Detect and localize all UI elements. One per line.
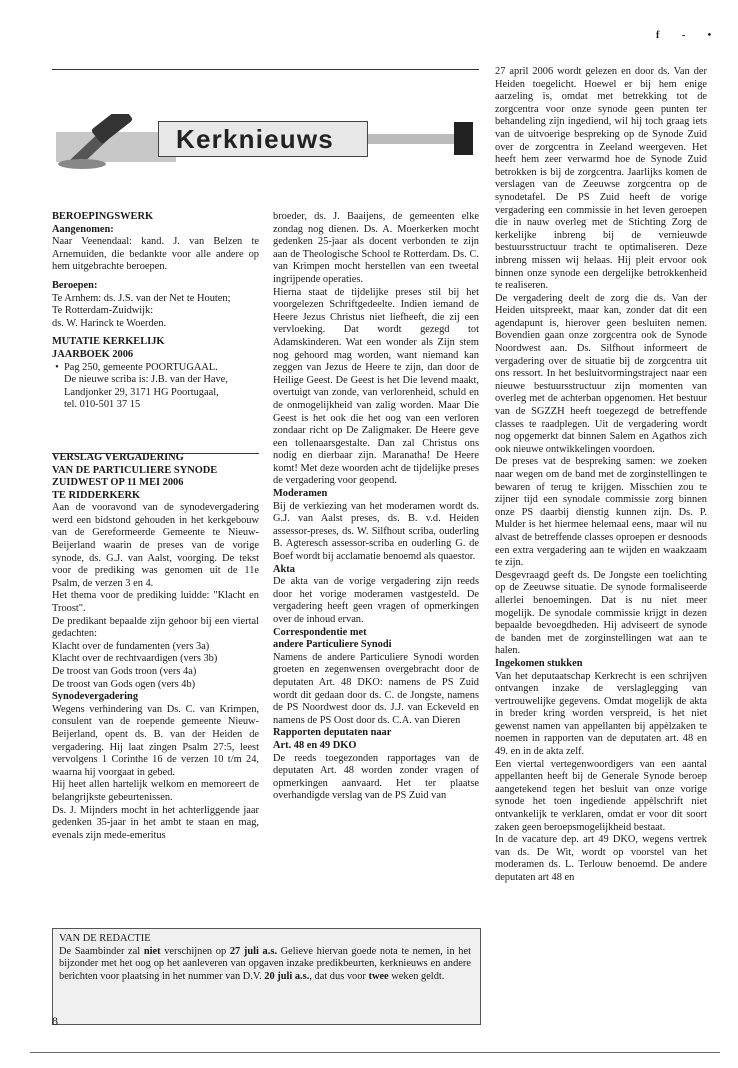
- note-fragment: verschijnen op: [160, 945, 230, 957]
- akta-text: De akta van de vorige vergadering zijn reeds door het vorige moderamen vastgesteld. De vergadering heeft geen vragen of opmerkingen over de inhoud ervan.: [273, 576, 479, 625]
- note-emphasis: niet: [143, 945, 161, 957]
- verslag-heading: VAN DE PARTICULIERE SYNODE: [52, 464, 218, 476]
- correspondentie-text: Namens de andere Particuliere Synodi worden groeten en zegenwensen overgebracht door de deputaten Art. 48 DKO: namens de PS Zuid wordt dit gedaan door ds. C. de Jongste, namens de PS Noordwest door ds. J.J. van Eckeveld en namens de PS Oost door ds. C.A. van Dieren: [273, 651, 479, 726]
- note-text: [59, 946, 471, 984]
- col2-paragraph: Hierna staat de tijdelijke preses stil bij het voorgelezen Schriftgedeelte. Indien iemand de Heere Jezus Christus niet liefheeft, die zij een vervloeking. Dat wordt gezegd tot Adamskinderen. Wat een wonder als Zijn stem nog gehoord mag worden, want niemand kan zeggen van Jezus de Heere te zijn, dan door de Heilige Geest. De Geest is het Die levend maakt, overtuigt van zonde, van verlorenheid, schuld en de onmogelijkheid van zalig worden. Maar Die Geest is het ook die het oog van een verloren zondaar richt op De Zaligmaker. De Heere geve een tollenaarsgestalte. Dan zal Christus ons nodig en dierbaar zijn. Maranatha! De Heere komt! Met deze woorden acht de tijdelijke preses de vergadering voor geopend.: [273, 286, 479, 487]
- rapporten-text: De reeds toegezonden rapportages van de deputaten Art. 48 worden zonder vragen of opmerkingen aanvaard. Het ter plaatse overhandigde verslag van de PS Zuid van: [273, 752, 479, 802]
- note-emphasis: 27 juli a.s.: [229, 945, 277, 957]
- rapporten-heading: Art. 48 en 49 DKO: [273, 739, 357, 751]
- verslag-paragraph: Het thema voor de prediking luidde: "Klacht en Troost".: [52, 590, 259, 615]
- synode-paragraph: Ds. J. Mijnders mocht in het achterliggende jaar gedenken 35-jaar in het ambt te staan en mag, evenals zijn mede-emeritus: [52, 804, 259, 841]
- moderamen-text: Bij de verkiezing van het moderamen wordt ds. G.J. van Aalst preses, ds. B. v.d. Heiden assessor-preses, ds. W. Silfhout scriba, ouderling B. Agteresch assessor-scriba en ouderling G. de Boef wordt bij acclamatie benoemd als quaestor.: [273, 500, 479, 563]
- editorial-note-box: [52, 928, 481, 1025]
- mutatie-line: tel. 010-501 37 15: [64, 399, 141, 411]
- col3-paragraph: De preses vat de bespreking samen: we zoeken naar wegen om de band met de zorginstellingen te bewaren of terug te krijgen. Misschien zou te zijner tijd een synodale commissie zorg binnen onze PS daarbij dienstig kunnen zijn. Ds. P. Mulder is het hiermee helemaal eens, maar wil nu alvast de betreffende classes oproepen er desnoods een extra vergadering aan te wijden en waakzaam te zijn.: [495, 456, 707, 569]
- header-marks: f - •: [656, 30, 722, 41]
- aangenomen-heading: Aangenomen:: [52, 223, 114, 235]
- synode-heading: Synodevergadering: [52, 691, 139, 703]
- col3-paragraph: Van het deputaatschap Kerkrecht is een schrijven ontvangen inzake de verslaglegging van vertrouwelijke gegevens. Omdat mogelijk de akta in breder kring worden verspreid, is het niet gewenst namen van appellanten bij appèlzaken te noemen in rapporten van de deputaten art. 48 en 49. en in de akta zelf.: [495, 670, 707, 758]
- banner-end-block: [454, 122, 473, 155]
- bottom-rule: [30, 1052, 720, 1053]
- verslag-point: De troost van Gods troon (vers 4a): [52, 666, 197, 677]
- banner-strip: [366, 134, 454, 144]
- mutatie-bullet: • Pag 250, gemeente POORTUGAAL.: [64, 362, 259, 375]
- col3-paragraph: 27 april 2006 wordt gelezen en door ds. Van der Heiden toegelicht. Hoewel er bij hem enige aarzeling is, omdat met betrekking tot de zorgcentra voor onze synode geen punten ter behandeling zijn ingediend, wil hij toch graag iets van de uitvoerige bespreking op de Synode Zuid over de zorgcentra in Zeeland weergeven. Het heeft hem zeer verwarmd hoe de Synode Zuid betrokken is bij de zorgcentra. Jaarlijks komen de verslagen van de Zeeuwse zorgcentra op de synodetafel. De PS Zuid heeft de vorige vergadering een commissie in het leven geroepen die in nauw overleg met de Stichting Zorg de kerkelijke inbreng bij de vernieuwde bestuursstructuur tracht te optimaliseren. Deze inbreng missen wij helaas. Hij pleit ervoor ook binnen onze synode een dergelijke betrokkenheid te realiseren.: [495, 66, 707, 292]
- verslag-point: De troost van Gods ogen (vers 4b): [52, 678, 196, 690]
- note-emphasis: twee: [368, 970, 389, 982]
- beroepen-line: ds. W. Harinck te Woerden.: [52, 317, 167, 329]
- rapporten-heading: Rapporten deputaten naar: [273, 727, 392, 739]
- column-3: [495, 66, 707, 1046]
- note-fragment: De Saambinder zal: [59, 945, 144, 957]
- note-fragment: Gelieve hiervan goede nota te nemen, in het bijzonder met het oog op het aanleveren van opgaven inzake predikbeurten, kerknieuws en andere berichten voor plaatsing in het nummer van D.V.: [59, 945, 471, 982]
- verslag-heading: TE RIDDERKERK: [52, 489, 141, 501]
- verslag-point: Klacht over de rechtvaardigen (vers 3b): [52, 653, 218, 665]
- moderamen-heading: Moderamen: [273, 488, 328, 500]
- beroepen-line: Te Rotterdam-Zuidwijk:: [52, 305, 154, 317]
- mutatie-heading: MUTATIE KERKELIJK: [52, 336, 165, 348]
- verslag-point: Klacht over de fundamenten (vers 3a): [52, 640, 210, 652]
- beroepen-heading: Beroepen:: [52, 279, 98, 291]
- col3-paragraph: Een viertal vertegenwoordigers van een aantal appellanten heeft bij de Generale Synode beroep aangetekend tegen het besluit van onze vorige synode het toen ingediende appèlschrift niet ontvankelijk te verklaren, omdat er voor dit soort zaken geen beroepsmogelijkheid bestaat.: [495, 758, 707, 833]
- mutatie-line: De nieuwe scriba is: J.B. van der Have,: [64, 374, 228, 386]
- note-heading: VAN DE REDACTIE: [59, 933, 151, 944]
- verslag-heading: ZUIDWEST OP 11 MEI 2006: [52, 477, 184, 489]
- col2-paragraph: broeder, ds. J. Baaijens, de gemeenten elke zondag nog dienen. Ds. A. Moerkerken mocht gedenken 25-jaar als docent verbonden te zijn aan de Theologische School te Rotterdam. Ds. C. van Krimpen mocht herstellen van een tweetal ingrijpende operaties.: [273, 211, 479, 285]
- synode-paragraph: Wegens verhindering van Ds. C. van Krimpen, consulent van de roepende gemeente Nieuw-Beijerland, opent ds. B. van der Heiden de vergadering. Hij laat zingen Psalm 27:5, leest vervolgens 1 Corinthe 16 de verzen 10 t/m 24, waarna hij voorgaat in gebed.: [52, 703, 259, 778]
- verslag-paragraph: De predikant bepaalde zijn gehoor bij een viertal gedachten:: [52, 615, 259, 640]
- col3-paragraph: In de vacature dep. art 49 DKO, wegens vertrek van ds. De Wit, wordt op voorstel van het moderamen ds. L. Terlouw benoemd. De andere deputaten art 48 en: [495, 834, 707, 883]
- ingekomen-heading: Ingekomen stukken: [495, 657, 583, 669]
- column-2: [273, 211, 479, 926]
- beroepingswerk-heading: BEROEPINGSWERK: [52, 211, 154, 222]
- note-fragment: , dat dus voor: [309, 970, 369, 982]
- synode-paragraph: Hij heet allen hartelijk welkom en memoreert de belangrijkste gebeurtenissen.: [52, 779, 259, 803]
- page-number: 8: [52, 1014, 58, 1028]
- mutatie-heading: JAARBOEK 2006: [52, 348, 134, 360]
- column-1: [52, 211, 259, 926]
- col3-paragraph: Desgevraagd geeft ds. De Jongste een toelichting op de Zeeuwse situatie. De synode formaliseerde allerlei benoemingen. Dat is nu niet meer mogelijk. De synodale commissie krijgt in dezen bepaalde bevoegdheden. Hij adviseert de synode de banden met de zorginstellingen wat aan te halen.: [495, 569, 707, 657]
- mutatie-line: Landjonker 29, 3171 HG Poortugaal,: [64, 386, 219, 398]
- verslag-heading: VERSLAG VERGADERING: [52, 451, 184, 463]
- note-fragment: weken geldt.: [388, 970, 445, 982]
- correspondentie-heading: Correspondentie met: [273, 626, 367, 638]
- aangenomen-text: Naar Veenendaal: kand. J. van Belzen te Arnemuiden, die bedankte voor alle andere op hem uitgebrachte beroepen.: [52, 236, 259, 273]
- col3-paragraph: De vergadering deelt de zorg die ds. Van der Heiden uitspreekt, maar kan, zonder dat dit een agendapunt is, hierover geen besluiten nemen. Bovendien gaan onze zorgcentra ook de Synode Noordwest aan. Ds. Silfhout informeert de vergadering over de situatie bij de zorgcentra uit ons ressort. In het besluitvormingstraject naar een nieuwe bestuursstructuur zijn momenten van overleg met de achterban opgenomen. Het bestuur van de SGZZH heeft toegezegd de betreffende classes te raadplegen. Uit de vergadering wordt nog opgemerkt dat binnen Salem en Agathos zich ook nieuwe ontwikkelingen voordoen.: [495, 292, 707, 455]
- correspondentie-heading: andere Particuliere Synodi: [273, 639, 392, 651]
- akta-heading: Akta: [273, 563, 295, 575]
- verslag-paragraph: Aan de vooravond van de synodevergadering werd een bidstond gehouden in het kerkgebouw van de Gereformeerde Gemeente te Nieuw-Beijerland waarin de preses van de vorige synode, ds. G.J. van Aalst, voorging. De tekst voor de prediking was genomen uit de 11e Psalm, de verzen 3 en 4.: [52, 502, 259, 589]
- top-rule: [52, 69, 479, 70]
- beroepen-line: Te Arnhem: ds. J.S. van der Net te Houten;: [52, 292, 231, 304]
- note-emphasis: 20 juli a.s.: [264, 970, 310, 982]
- section-title: Kerknieuws: [176, 124, 334, 154]
- column-rule: [52, 453, 259, 454]
